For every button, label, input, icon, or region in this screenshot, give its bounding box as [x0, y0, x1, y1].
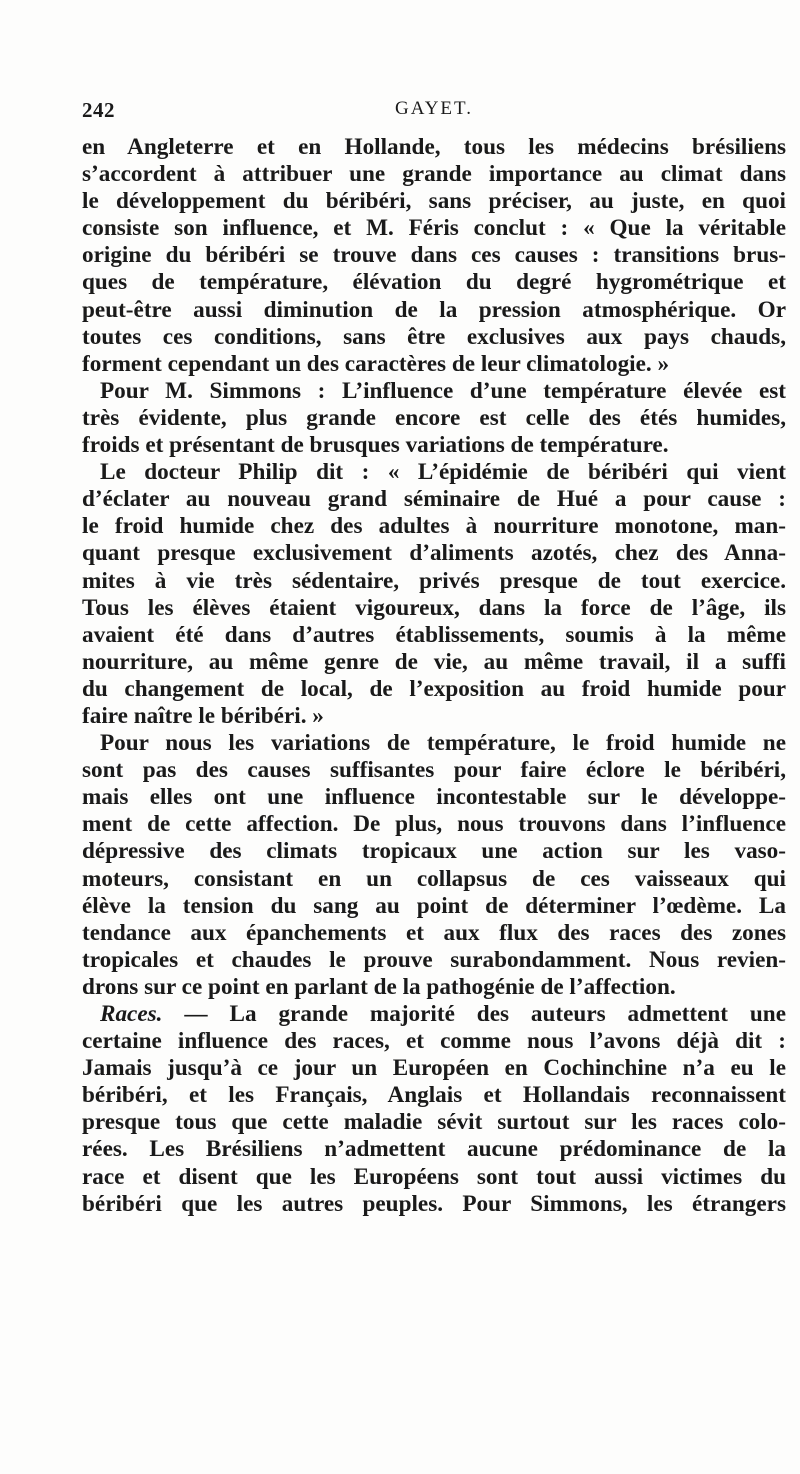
page-header: [82, 98, 786, 126]
running-head: GAYET.: [395, 98, 473, 119]
text-line: rées. Les Brésiliens n’admettent aucune prédominance de la: [82, 1136, 786, 1163]
text-line: forment cependant un des caractères de leur climatologie. »: [82, 350, 670, 377]
text-line: Tous les élèves étaient vigoureux, dans la force de l’âge, ils: [82, 594, 786, 621]
text-line: origine du béribéri se trouve dans ces causes : transitions brus-: [82, 242, 786, 269]
text-line: très évidente, plus grande encore est celle des étés humides,: [82, 404, 786, 431]
text-line: le froid humide chez des adultes à nourriture monotone, man-: [82, 513, 786, 540]
text-line: drons sur ce point en parlant de la pathogénie de l’affection.: [82, 973, 676, 1000]
text-line: béribéri, et les Français, Anglais et Hollandais reconnaissent: [82, 1082, 786, 1109]
text-line: Jamais jusqu’à ce jour un Européen en Cochinchine n’a eu le: [82, 1055, 786, 1082]
text-line: tropicales et chaudes le prouve surabondamment. Nous revien-: [82, 946, 786, 973]
text-line: moteurs, consistant en un collapsus de ces vaisseaux qui: [82, 865, 786, 892]
body-text: [82, 134, 786, 1218]
text-line: faire naître le béribéri. »: [82, 702, 324, 729]
text-line: d’éclater au nouveau grand séminaire de Hué a pour cause :: [82, 486, 786, 513]
text-line: le développement du béribéri, sans préciser, au juste, en quoi: [82, 188, 786, 215]
text-line: élève la tension du sang au point de déterminer l’œdème. La: [82, 892, 786, 919]
text-line: mites à vie très sédentaire, privés presque de tout exercice.: [82, 567, 786, 594]
section-lead-text: — La grande majorité des auteurs admettent une: [162, 1001, 786, 1027]
text-line: dépressive des climats tropicaux une action sur les vaso-: [82, 838, 786, 865]
text-line: mais elles ont une influence incontestable sur le développe-: [82, 784, 786, 811]
text-line: sont pas des causes suffisantes pour faire éclore le béribéri,: [82, 757, 786, 784]
text-line: peut-être aussi diminution de la pression atmosphérique. Or: [82, 296, 786, 323]
text-line: en Angleterre et en Hollande, tous les médecins brésiliens: [82, 134, 786, 160]
text-line: béribéri que les autres peuples. Pour Simmons, les étrangers: [82, 1190, 786, 1217]
text-line: Pour M. Simmons : L’influence d’une température élevée est: [100, 377, 786, 404]
text-line: Le docteur Philip dit : « L’épidémie de béribéri qui vient: [100, 459, 786, 486]
text-line: toutes ces conditions, sans être exclusives aux pays chauds,: [82, 323, 786, 350]
text-line: presque tous que cette maladie sévit surtout sur les races colo-: [82, 1109, 786, 1136]
text-line: consiste son influence, et M. Féris conclut : « Que la véritable: [82, 215, 786, 242]
text-line: s’accordent à attribuer une grande importance au climat dans: [82, 161, 786, 188]
text-line: ment de cette affection. De plus, nous trouvons dans l’influence: [82, 811, 786, 838]
text-line: quant presque exclusivement d’aliments azotés, chez des Anna-: [82, 540, 786, 567]
text-line: froids et présentant de brusques variations de température.: [82, 432, 669, 459]
text-line: certaine influence des races, et comme nous l’avons déjà dit :: [82, 1028, 786, 1055]
text-line: avaient été dans d’autres établissements, soumis à la même: [82, 621, 786, 648]
text-line: race et disent que les Européens sont tout aussi victimes du: [82, 1163, 786, 1190]
text-line: Pour nous les variations de température, le froid humide ne: [100, 730, 786, 757]
text-line: du changement de local, de l’exposition au froid humide pour: [82, 675, 786, 702]
text-line: ques de température, élévation du degré hygrométrique et: [82, 269, 786, 296]
text-line: [82, 1001, 786, 1028]
section-title: Races.: [100, 1001, 163, 1027]
text-line: tendance aux épanchements et aux flux des races des zones: [82, 919, 786, 946]
page-number: 242: [82, 98, 115, 122]
text-line: nourriture, au même genre de vie, au même travail, il a suffi: [82, 648, 786, 675]
